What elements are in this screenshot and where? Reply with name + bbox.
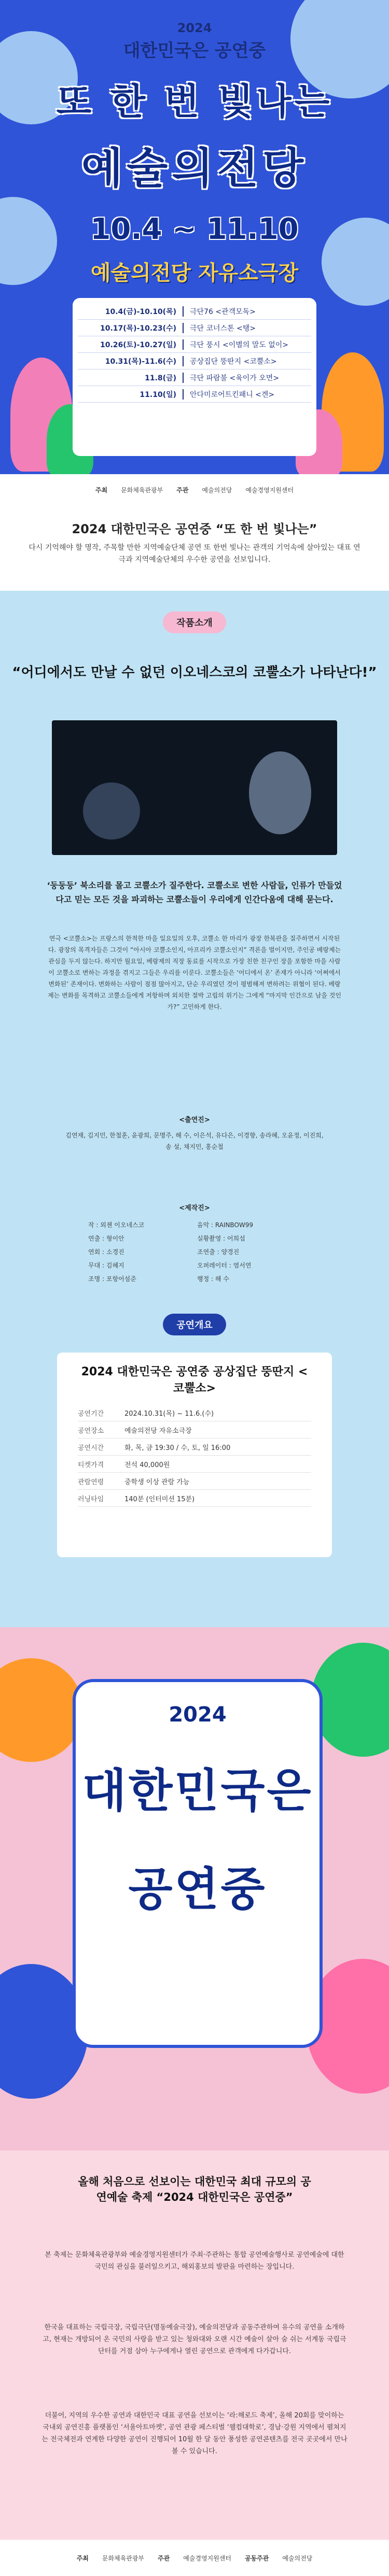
festival-paragraph-2: 한국을 대표하는 국립극장, 국립극단(명동예술극장), 예술의전당과 공동주관하여 유수의 공연을 소개하고, 현재는 개방되어 온 국민의 사랑을 받고 있는 청와대와 오랜 시간 예술이 살아 숨 쉬는 서계동 국립극단터를 거점 삼아 누구에게나 열린 공연으로 관객에게 다가갑니다.: [43, 2324, 346, 2355]
info-key: 공연장소: [78, 1427, 104, 1435]
intro-title: 2024 대한민국은 공연중 “또 한 번 빛나는”: [72, 522, 317, 536]
footer-coop: 예술의전당: [282, 2554, 313, 2562]
footer-host-label: 주최: [76, 2554, 89, 2562]
staff-item: 행정 : 해 수: [197, 1275, 229, 1283]
sponsor-org: 예술의전당: [202, 486, 232, 494]
schedule-title: 극단 풍시 <이별의 말도 없이>: [190, 340, 289, 349]
info-key: 러닝타임: [78, 1495, 104, 1503]
festival-year: 2024: [169, 1703, 227, 1727]
schedule-row: [78, 353, 311, 369]
schedule-row: [78, 336, 311, 353]
cast-title: <출연진>: [179, 1116, 210, 1124]
schedule-row: [78, 369, 311, 386]
work-bold-desc: ‘둥둥둥’ 북소리를 몰고 코뿔소가 질주한다. 코뿔소로 변한 사람들, 인류가 만들었다고 믿는 모든 것을 파괴하는 코뿔소들이 우리에게 인간다움에 대해 묻는다.: [47, 880, 342, 904]
info-value: 140분 (인터미션 15분): [124, 1495, 195, 1503]
stage-photo: [52, 720, 337, 855]
schedule-row: [78, 386, 311, 403]
festival-paragraph-1: 본 축제는 문화체육관광부와 예술경영지원센터가 주최·주관하는 통합 공연예술행사로 공연예술에 대한 국민의 관심을 불러일으키고, 해외홍보의 발판을 마련하는 장입니다.: [45, 2251, 344, 2271]
staff-row: [88, 1247, 306, 1261]
info-value: 화, 목, 금 19:30 / 수, 토, 일 16:00: [124, 1444, 231, 1452]
festival-title-box: [73, 1679, 323, 2048]
info-key: 관람연령: [78, 1478, 104, 1486]
schedule-date: 11.8(금): [78, 373, 184, 383]
perf-label: 공연개요: [163, 1314, 226, 1335]
decor-blob: [311, 1643, 389, 1757]
festival-title-line1: 대한민국은: [82, 1764, 313, 1817]
work-header: [0, 611, 389, 633]
staff-list: [88, 1220, 306, 1288]
staff-item: 오퍼레이터 : 염서연: [197, 1262, 252, 1269]
info-row: [78, 1473, 311, 1490]
staff-item: 조명 : 포항어섬준: [88, 1275, 136, 1283]
hero-venue: 예술의전당 자유소극장: [90, 261, 299, 285]
schedule-title: 극단 파람불 <육이가 오면>: [190, 374, 280, 382]
sponsor-bar: [0, 474, 389, 505]
info-key: 공연기간: [78, 1410, 104, 1418]
staff-item: 조연출 : 양경진: [197, 1248, 240, 1256]
hero-year: 2024: [177, 21, 212, 35]
hero-dates: 10.4 ~ 11.10: [90, 212, 299, 246]
schedule-date: 10.31(목)-11.6(수): [78, 356, 184, 366]
info-row: [78, 1404, 311, 1421]
schedule-title: 안다미로어트킨패니 <겐>: [190, 390, 275, 399]
festival-poster: [0, 1627, 389, 2151]
schedule-date: 11.10(일): [78, 389, 184, 400]
staff-item: 실황촬영 : 어희섭: [197, 1235, 245, 1242]
work-quote: “어디에서도 만날 수 없던 이오네스코의 코뿔소가 나타난다!”: [12, 665, 377, 680]
footer-org-label: 주관: [158, 2554, 170, 2562]
intro-body: 다시 기억해야 할 명작, 주목할 만한 지역예술단체 공연 또 한번 빛나는 관객의 기억속에 살아있는 대표 연극과 지역예술단체의 우수한 공연을 선보입니다.: [29, 544, 360, 564]
stage-figure: [249, 751, 311, 834]
stage-light: [83, 782, 140, 839]
schedule-date: 10.26(토)-10.27(일): [78, 339, 184, 350]
staff-row: [88, 1234, 306, 1247]
perf-header: [0, 1314, 389, 1335]
schedule-row: [78, 320, 311, 336]
hero-title-line2: 예술의전당: [81, 144, 308, 193]
info-row: [78, 1439, 311, 1456]
info-value: 예술의전당 자유소극장: [124, 1427, 192, 1435]
info-value: 전석 40,000원: [124, 1461, 170, 1469]
staff-item: 연회 : 소경진: [88, 1248, 124, 1256]
intro-section: [0, 505, 389, 591]
staff-item: 작 : 외젠 이오네스코: [88, 1221, 145, 1229]
schedule-list: [78, 303, 311, 403]
info-key: 티켓가격: [78, 1461, 104, 1469]
schedule-row: [78, 303, 311, 320]
sponsor-org-label: 주관: [176, 486, 189, 494]
work-section-label: 작품소개: [163, 611, 226, 633]
sponsor-host-label: 주최: [95, 486, 108, 494]
perf-info-card: [57, 1353, 332, 1557]
hero-title-line1: 또 한 번 빛나는: [56, 80, 333, 123]
staff-row: [88, 1274, 306, 1288]
festival-section: [0, 1627, 389, 2576]
sponsor-host: 문화체육관광부: [121, 486, 163, 494]
sponsor-coop: 예술경영지원센터: [245, 486, 294, 494]
info-key: 공연시간: [78, 1444, 104, 1452]
info-row: [78, 1490, 311, 1507]
info-row: [78, 1456, 311, 1473]
footer-host: 문화체육관광부: [102, 2554, 145, 2562]
hero-brand: 대한민국은 공연중: [123, 40, 266, 61]
schedule-title: 극단76 <관객모독>: [190, 307, 256, 316]
perf-title: 2024 대한민국은 공연중 공상집단 뚱딴지 <코뿔소>: [81, 1365, 308, 1395]
festival-paragraph-3: 더불어, 지역의 우수한 공연과 대한민국 대표 공연을 선보이는 ‘라:해로드 축제’, 올해 20회를 맞이하는 국내외 공연진흥 플랫폼인 ‘서울아트마켓’, 공연 관광 페스티벌 ‘웰컴대학로’, 경남·강원 지역에서 펼쳐지는 전국체전과 연계한 다양한 공연이 진행되어 10월 한 달 동안 풍성한 공연콘텐츠를 전국 곳곳에서 만나볼 수 있습니다.: [41, 2412, 348, 2455]
decor-blob: [0, 1658, 83, 1762]
hero-poster: [0, 0, 389, 505]
schedule-date: 10.17(목)-10.23(수): [78, 323, 184, 333]
festival-subtitle: 올해 처음으로 선보이는 대한민국 최대 규모의 공연예술 축제 “2024 대한민국은 공연중”: [78, 2175, 311, 2203]
work-section: [0, 591, 389, 1627]
footer-org: 예술경영지원센터: [183, 2554, 231, 2562]
footer-coop-label: 공동주관: [244, 2554, 269, 2562]
work-desc: 연극 <코뿔소>는 프랑스의 한적한 마을 일요일의 오후, 코뿔소 한 마리가 광장 한복판을 질주하면서 시작된다. 광장의 목격자들은 그것이 “아시아 코뿔소인지, 아프리카 코뿔소인지” 격론을 벌이지만, 주인공 베랑제는 관심을 두지 않는다. 하지만 월요일, 베랑제의 직장 동료를 시작으로 가장 친한 친구인 장을 포함한 마을 사람이 코뿔소로 변하는 과정을 겪지고 그들은 우리를 이룬다. 코뿔소들은 ‘어디에서 온’ 존재가 아니라 ‘어쩌에서 변화된’ 존재이다. 변화하는 사람이 점점 많아지고, 단순 우리였던 것이 평범해져 변하려는 위협이 된다. 베랑제는 변화를 목격하고 코뿔소들에게 저항하며 외치한 절박 고립의 위기는 그에게 “마지막 인간으로 남을 것인가?” 고민하게 한다.: [48, 935, 341, 1011]
staff-item: 음악 : RAINBOW99: [197, 1221, 254, 1229]
info-row: [78, 1421, 311, 1439]
footer-sponsor-bar: [0, 2540, 389, 2576]
perf-info-list: [78, 1404, 332, 1507]
staff-row: [88, 1261, 306, 1274]
schedule-date: 10.4(금)-10.10(목): [78, 306, 184, 317]
staff-item: 무대 : 김혜지: [88, 1262, 124, 1269]
staff-item: 연출 : 형이안: [88, 1235, 124, 1242]
festival-title-line2: 공연중: [128, 1862, 267, 1916]
cast-list: 김연재, 김지민, 한철훈, 윤광희, 문명주, 해 수, 이은석, 유다은, 이경향, 송라혜, 오윤정, 이진희, 송 설, 채지민, 홍순철: [65, 1132, 324, 1150]
info-value: 중학생 이상 관람 가능: [124, 1478, 190, 1486]
schedule-title: 공상집단 뚱딴지 <코뿔소>: [190, 357, 277, 366]
staff-row: [88, 1220, 306, 1234]
schedule-title: 극단 코너스톤 <탱>: [190, 324, 256, 333]
staff-title: <제작진>: [179, 1204, 210, 1212]
info-value: 2024.10.31(목) ~ 11.6.(수): [124, 1410, 214, 1418]
